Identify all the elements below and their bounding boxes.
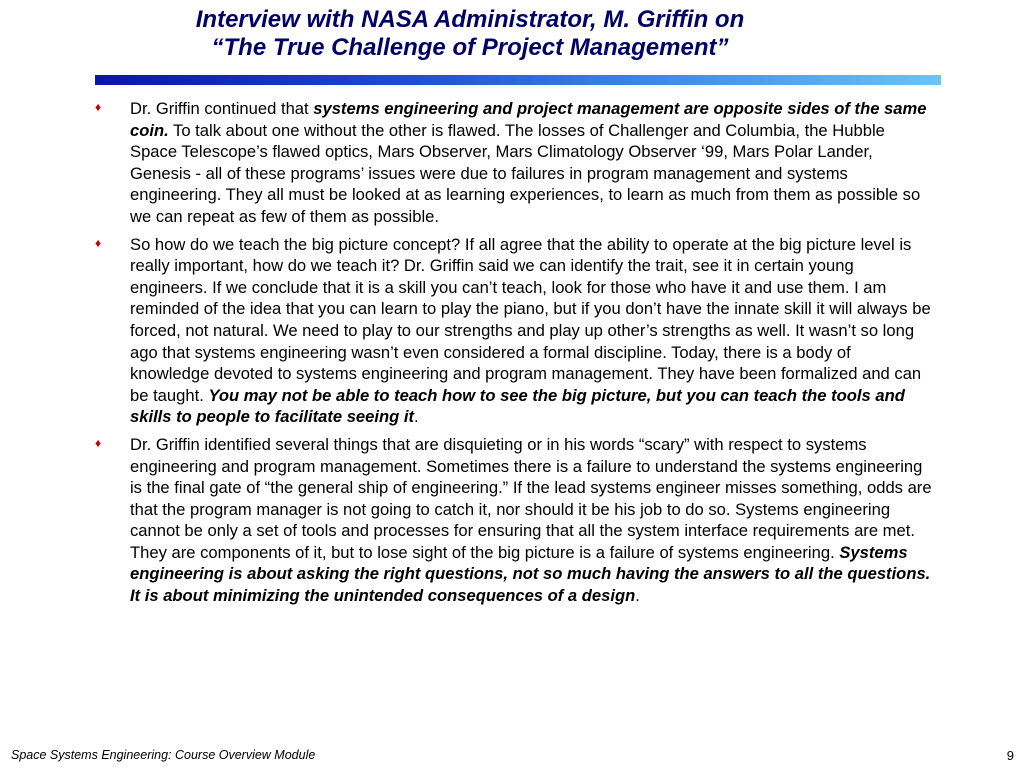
bullet-1-emphasis: systems engineering and project management are opposite sides of the same coin. <box>130 99 927 140</box>
diamond-icon: ♦ <box>94 100 102 114</box>
diamond-icon: ♦ <box>94 235 102 250</box>
bullet-list <box>92 98 932 613</box>
bullet-1-text-end: To talk about one without the other is flawed. The losses of Challenger and Columbia, the Hubble Space Telescope’s flawed optics, Mars Observer, Mars Climatology Observer ‘99, Mars Polar Lander, Genesis - all of these programs’ issues were due to failures in program management and systems engineering. They all must be looked at as learning experiences, to learn as much from them as possible so we can repeat as few of them as possible. <box>130 120 921 226</box>
slide-title-line-2: “The True Challenge of Project Management” <box>211 34 729 61</box>
bullet-3-text-start: Dr. Griffin identified several things that are disquieting or in his words “scary” with respect to systems engineering and program management. Sometimes there is a failure to understand the systems engineering is the final gate of “the general ship of engineering.” If the lead systems engineer misses something, odds are that the program manager is not going to catch it, nor should it be his job to do so. Systems engineering cannot be only a set of tools and processes for ensuring that all the system interface requirements are met. They are components of it, but to lose sight of the big picture is a failure of systems engineering. <box>130 434 932 562</box>
footer-course-title: Space Systems Engineering: Course Overview Module <box>11 748 316 762</box>
bullet-2-text-start: So how do we teach the big picture concept? If all agree that the ability to operate at the big picture level is really important, how do we teach it? Dr. Griffin said we can identify the trait, see it in certain young engineers. If we conclude that it is a skill you can’t teach, look for those who have it and use them. I am reminded of the idea that you can learn to play the piano, but if you don’t have the innate skill it will always be forced, not natural. We need to play to our strengths and play up other’s strengths as well. It wasn’t so long ago that systems engineering wasn’t even considered a formal discipline. Today, there is a body of knowledge devoted to systems engineering and program management. They have been formalized and can be taught. <box>130 234 931 405</box>
title-divider-gradient-bar <box>95 75 941 85</box>
page-number: 9 <box>1006 748 1014 763</box>
bullet-item-1 <box>92 98 932 228</box>
bullet-2-emphasis: You may not be able to teach how to see the big picture, but you can teach the tools and skills to people to facilitate seeing it <box>130 385 905 427</box>
diamond-icon: ♦ <box>94 435 102 450</box>
bullet-3-emphasis: Systems engineering is about asking the right questions, not so much having the answers to all the questions. It is about minimizing the unintended consequences of a design <box>130 542 931 606</box>
bullet-1-text-start: Dr. Griffin continued that <box>130 99 314 118</box>
bullet-3-text-end: . <box>635 586 640 606</box>
slide-title-line-1: Interview with NASA Administrator, M. Griffin on <box>195 6 745 33</box>
bullet-item-3 <box>92 434 932 607</box>
bullet-2-text-end: . <box>414 407 419 427</box>
bullet-item-2 <box>92 234 932 428</box>
slide-title <box>90 6 850 62</box>
